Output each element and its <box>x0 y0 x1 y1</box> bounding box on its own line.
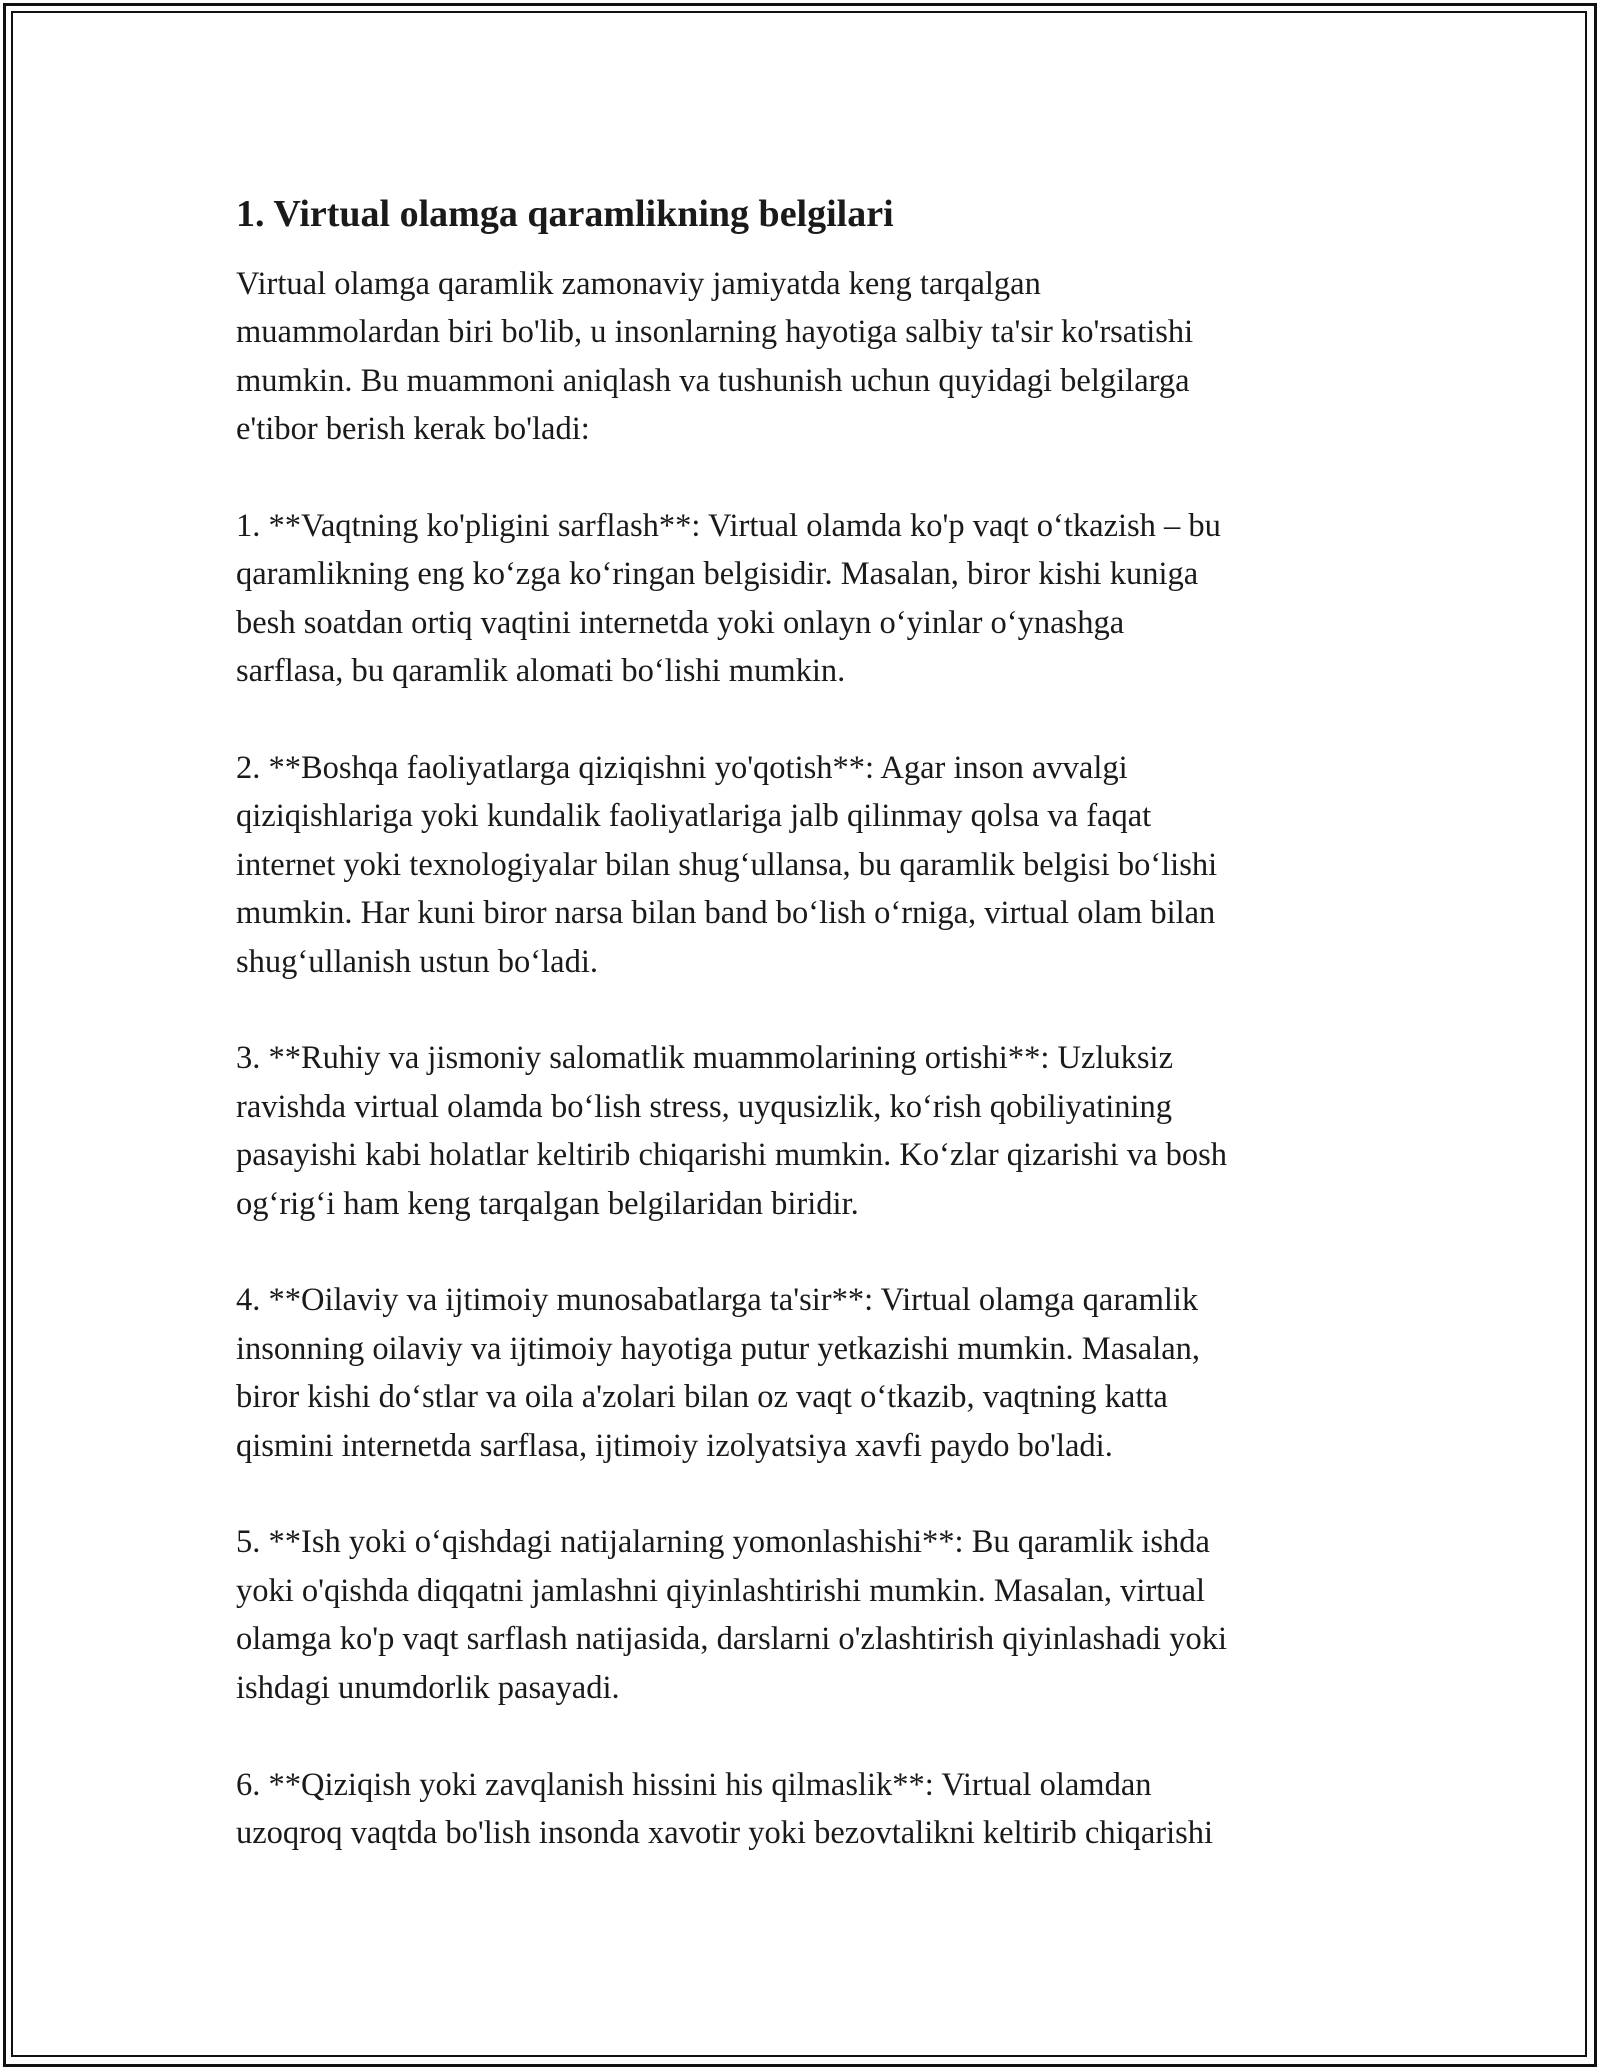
section-heading: 1. Virtual olamga qaramlikning belgilari <box>236 193 894 235</box>
document-body <box>236 186 1366 1857</box>
list-item-1: 1. **Vaqtning ko'pligini sarflash**: Virtual olamda ko'p vaqt o‘tkazish – bu qaramlikning eng ko‘zga ko‘ringan belgisidir. Masalan, biror kishi kuniga besh soatdan ortiq vaqtini internetda yoki onlayn o‘yinlar o‘ynashga sarflasa, bu qaramlik alomati bo‘lishi mumkin. <box>236 508 1221 690</box>
list-item-6: 6. **Qiziqish yoki zavqlanish hissini his qilmaslik**: Virtual olamdan uzoqroq vaqtda bo'lish insonda xavotir yoki bezovtalikni keltirib chiqarishi <box>236 1766 1214 1851</box>
list-item-3: 3. **Ruhiy va jismoniy salomatlik muammolarining ortishi**: Uzluksiz ravishda virtual olamda bo‘lish stress, uyqusizlik, ko‘rish qobiliyatining pasayishi kabi holatlar keltirib chiqarishi mumkin. Ko‘zlar qizarishi va bosh og‘rig‘i ham keng tarqalgan belgilaridan biridir. <box>236 1040 1228 1222</box>
list-item-5: 5. **Ish yoki o‘qishdagi natijalarning yomonlashishi**: Bu qaramlik ishda yoki o'qishda diqqatni jamlashni qiyinlashtirishi mumkin. Masalan, virtual olamga ko'p vaqt sarflash natijasida, darslarni o'zlashtirish qiyinlashadi yoki ishdagi unumdorlik pasayadi. <box>236 1524 1227 1706</box>
intro-paragraph: Virtual olamga qaramlik zamonaviy jamiyatda keng tarqalgan muammolardan biri bo'lib, u insonlarning hayotiga salbiy ta'sir ko'rsatishi mumkin. Bu muammoni aniqlash va tushunish uchun quyidagi belgilarga e'tibor berish kerak bo'ladi: <box>236 266 1194 448</box>
list-item-4: 4. **Oilaviy va ijtimoiy munosabatlarga ta'sir**: Virtual olamga qaramlik insonning oilaviy va ijtimoiy hayotiga putur yetkazishi mumkin. Masalan, biror kishi do‘stlar va oila a'zolari bilan oz vaqt o‘tkazib, vaqtning katta qismini internetda sarflasa, ijtimoiy izolyatsiya xavfi paydo bo'ladi. <box>236 1282 1201 1464</box>
list-item-2: 2. **Boshqa faoliyatlarga qiziqishni yo'qotish**: Agar inson avvalgi qiziqishlariga yoki kundalik faoliyatlariga jalb qilinmay qolsa va faqat internet yoki texnologiyalar bilan shug‘ullansa, bu qaramlik belgisi bo‘lishi mumkin. Har kuni biror narsa bilan band bo‘lish o‘rniga, virtual olam bilan shug‘ullanish ustun bo‘ladi. <box>236 750 1218 980</box>
